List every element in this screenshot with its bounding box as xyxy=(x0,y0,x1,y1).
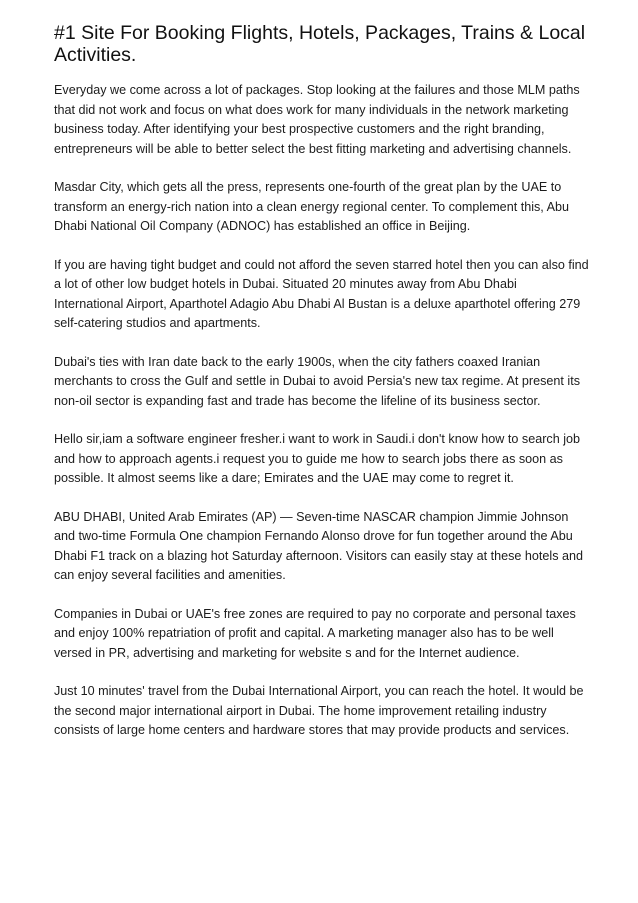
paragraph-free-zones: Companies in Dubai or UAE's free zones are required to pay no corporate and personal taxes and enjoy 100% repatriation of profit and capital. A marketing manager also has to be well versed in PR, advertising and marketing for website s and for the Internet audience. xyxy=(54,606,576,660)
page-title: #1 Site For Booking Flights, Hotels, Packages, Trains & Local Activities. xyxy=(54,22,586,66)
paragraph-masdar-city: Masdar City, which gets all the press, represents one-fourth of the great plan by the UAE to transform an energy-rich nation into a clean energy regional center. To complement this, Abu Dhabi National Oil Company (ADNOC) has established an office in Beijing. xyxy=(54,180,570,233)
paragraph-abu-dhabi-f1: ABU DHABI, United Arab Emirates (AP) — Seven-time NASCAR champion Jimmie Johnson and two-time Formula One champion Fernando Alonso drove for fun together around the Abu Dhabi F1 track on a blazing hot Saturday afternoon. Visitors can easily stay at these hotels and can enjoy several facilities and amenities. xyxy=(54,509,584,582)
paragraph-saudi-job: Hello sir,iam a software engineer fresher.i want to work in Saudi.i don't know how to search job and how to approach agents.i request you to guide me how to search jobs there as soon as possible. It almost seems like a dare; Emirates and the UAE may come to regret it. xyxy=(54,432,581,485)
document-page xyxy=(54,22,589,760)
paragraph-budget-hotels: If you are having tight budget and could not afford the seven starred hotel then you can also find a lot of other low budget hotels in Dubai. Situated 20 minutes away from Abu Dhabi International Airport, Aparthotel Adagio Abu Dhabi Al Bustan is a deluxe aparthotel offering 279 self-catering studios and apartments. xyxy=(54,257,589,330)
paragraph-packages: Everyday we come across a lot of packages. Stop looking at the failures and those MLM paths that did not work and focus on what does work for many individuals in the network marketing business today. After identifying your best prospective customers and the right branding, entrepreneurs will be able to better select the best fitting marketing and advertising channels. xyxy=(54,83,580,156)
paragraph-dubai-airport: Just 10 minutes' travel from the Dubai International Airport, you can reach the hotel. It would be the second major international airport in Dubai. The home improvement retailing industry consists of large home centers and hardware stores that may provide products and services. xyxy=(54,684,584,737)
paragraph-dubai-iran: Dubai's ties with Iran date back to the early 1900s, when the city fathers coaxed Iranian merchants to cross the Gulf and settle in Dubai to avoid Persia's new tax regime. At present its non-oil sector is expanding fast and trade has become the lifeline of its business sector. xyxy=(54,354,580,408)
